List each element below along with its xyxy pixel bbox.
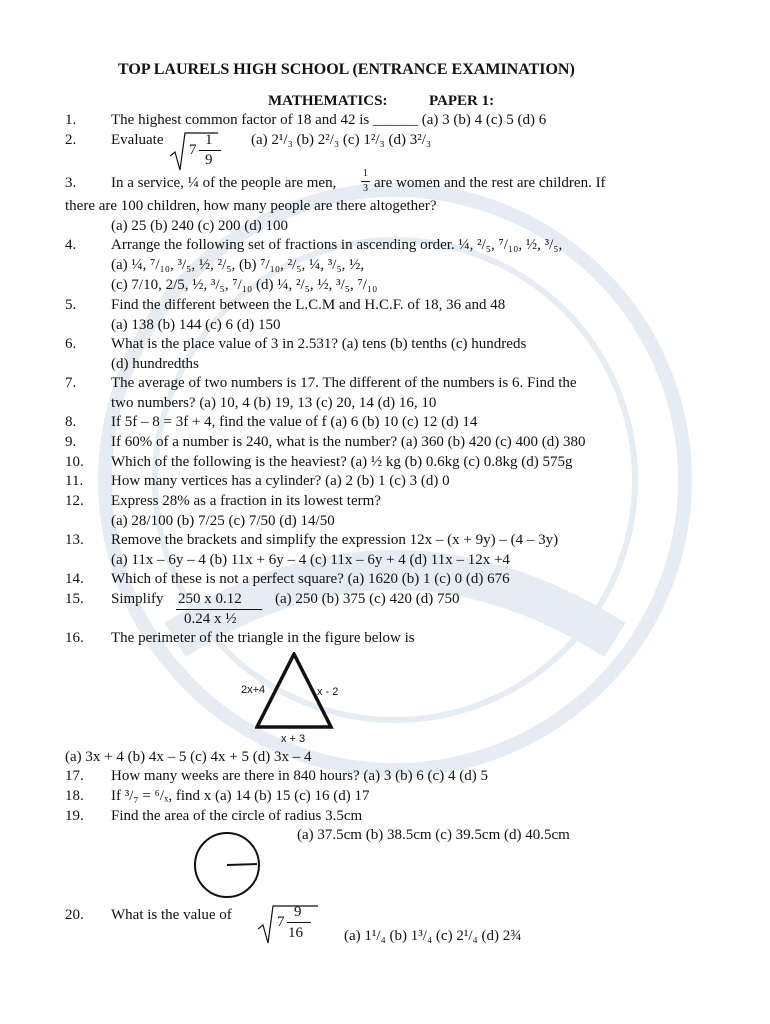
answer-options: (a) 250 (b) 375 (c) 420 (d) 750 xyxy=(275,591,460,607)
triangle-base-label: x + 3 xyxy=(281,733,306,745)
question-text: Find the different between the L.C.M and H.C.F. of 18, 36 and 48 xyxy=(111,297,506,313)
question-text: How many vertices has a cylinder? (a) 2 (b) 1 (c) 3 (d) 0 xyxy=(111,473,450,489)
question-number: 16. xyxy=(65,630,84,646)
fraction-denominator: 0.24 x ½ xyxy=(184,611,237,627)
answer-options: (a) ¼, ⁷/₁₀, ³/₅, ½, ²/₅, (b) ⁷/₁₀, ²/₅, ¼, ³/₅, ½, xyxy=(111,257,365,273)
question-text: Simplify xyxy=(111,591,164,607)
question-text: If 5f – 8 = 3f + 4, find the value of f (a) 6 (b) 10 (c) 12 (d) 14 xyxy=(111,414,478,430)
answer-options: (c) 7/10, 2/5, ½, ³/₅, ⁷/₁₀ (d) ¼, ²/₅, ½, ³/₅, ⁷/₁₀ xyxy=(111,277,378,293)
fraction-numerator: 1 xyxy=(205,132,213,148)
question-text: Which of these is not a perfect square? (a) 1620 (b) 1 (c) 0 (d) 676 xyxy=(111,571,510,587)
mixed-whole: 7 xyxy=(277,914,285,930)
fraction-denominator: 3 xyxy=(363,183,368,194)
question-number: 12. xyxy=(65,493,84,509)
question-number: 8. xyxy=(65,414,77,430)
question-text: If ³/₇ = ⁶/ₓ, find x (a) 14 (b) 15 (c) 16 (d) 17 xyxy=(111,788,370,804)
question-text: The perimeter of the triangle in the figure below is xyxy=(111,630,415,646)
fraction-numerator: 9 xyxy=(294,904,302,920)
question-text: there are 100 children, how many people are there altogether? xyxy=(65,198,437,214)
fraction-bar xyxy=(287,922,311,923)
question-number: 7. xyxy=(65,375,77,391)
question-number: 1. xyxy=(65,112,77,128)
question-number: 9. xyxy=(65,434,77,450)
question-number: 3. xyxy=(65,175,77,191)
question-text: Find the area of the circle of radius 3.5cm xyxy=(111,808,363,824)
exam-title: TOP LAURELS HIGH SCHOOL (ENTRANCE EXAMINATION) xyxy=(118,61,575,78)
question-text: Remove the brackets and simplify the expression 12x – (x + 9y) – (4 – 3y) xyxy=(111,532,559,548)
question-number: 6. xyxy=(65,336,77,352)
subject-label: MATHEMATICS: xyxy=(268,93,388,109)
answer-options: (a) 28/100 (b) 7/25 (c) 7/50 (d) 14/50 xyxy=(111,513,335,529)
question-number: 20. xyxy=(65,907,84,923)
question-number: 15. xyxy=(65,591,84,607)
fraction-bar xyxy=(361,181,370,182)
answer-options: (a) 3x + 4 (b) 4x – 5 (c) 4x + 5 (d) 3x – 4 xyxy=(65,749,312,765)
fraction-denominator: 16 xyxy=(288,925,303,941)
answer-options: two numbers? (a) 10, 4 (b) 19, 13 (c) 20, 14 (d) 16, 10 xyxy=(111,395,437,411)
question-text: Evaluate xyxy=(111,132,164,148)
answer-options: (a) 25 (b) 240 (c) 200 (d) 100 xyxy=(111,218,289,234)
fraction-numerator: 250 x 0.12 xyxy=(178,591,242,607)
question-text: are women and the rest are children. If xyxy=(374,175,606,191)
question-number: 5. xyxy=(65,297,77,313)
answer-options: (d) hundredths xyxy=(111,356,199,372)
fraction-numerator: 1 xyxy=(363,168,368,179)
question-number: 10. xyxy=(65,454,84,470)
triangle-left-label: 2x+4 xyxy=(241,684,266,696)
question-number: 17. xyxy=(65,768,84,784)
question-text: The highest common factor of 18 and 42 is ______ (a) 3 (b) 4 (c) 5 (d) 6 xyxy=(111,112,547,128)
question-text: The average of two numbers is 17. The different of the numbers is 6. Find the xyxy=(111,375,577,391)
question-text: What is the value of xyxy=(111,907,232,923)
answer-options: (a) 1¹/₄ (b) 1³/₄ (c) 2¹/₄ (d) 2¾ xyxy=(344,928,522,944)
question-number: 14. xyxy=(65,571,84,587)
question-number: 18. xyxy=(65,788,84,804)
answer-options: (a) 2¹/₃ (b) 2²/₃ (c) 1²/₃ (d) 3²/₃ xyxy=(251,132,432,148)
question-number: 4. xyxy=(65,237,77,253)
answer-options: (a) 138 (b) 144 (c) 6 (d) 150 xyxy=(111,317,281,333)
question-number: 2. xyxy=(65,132,77,148)
question-text: In a service, ¼ of the people are men, xyxy=(111,175,337,191)
question-number: 11. xyxy=(65,473,84,489)
question-text: Which of the following is the heaviest? (a) ½ kg (b) 0.6kg (c) 0.8kg (d) 575g xyxy=(111,454,573,470)
question-number: 13. xyxy=(65,532,84,548)
question-text: How many weeks are there in 840 hours? (a) 3 (b) 6 (c) 4 (d) 5 xyxy=(111,768,488,784)
fraction-denominator: 9 xyxy=(205,152,213,168)
answer-options: (a) 37.5cm (b) 38.5cm (c) 39.5cm (d) 40.5cm xyxy=(297,827,570,843)
question-text: Arrange the following set of fractions in ascending order. ¼, ²/₅, ⁷/₁₀, ½, ³/₅, xyxy=(111,237,563,253)
triangle-right-label: x - 2 xyxy=(317,686,339,698)
paper-label: PAPER 1: xyxy=(429,93,495,109)
mixed-whole: 7 xyxy=(189,142,197,158)
question-text: If 60% of a number is 240, what is the number? (a) 360 (b) 420 (c) 400 (d) 380 xyxy=(111,434,586,450)
circle-figure xyxy=(193,831,263,901)
question-number: 19. xyxy=(65,808,84,824)
question-text: What is the place value of 3 in 2.531? (a) tens (b) tenths (c) hundreds xyxy=(111,336,527,352)
answer-options: (a) 11x – 6y – 4 (b) 11x + 6y – 4 (c) 11x – 6y + 4 (d) 11x – 12x +4 xyxy=(111,552,510,568)
question-text: Express 28% as a fraction in its lowest term? xyxy=(111,493,381,509)
